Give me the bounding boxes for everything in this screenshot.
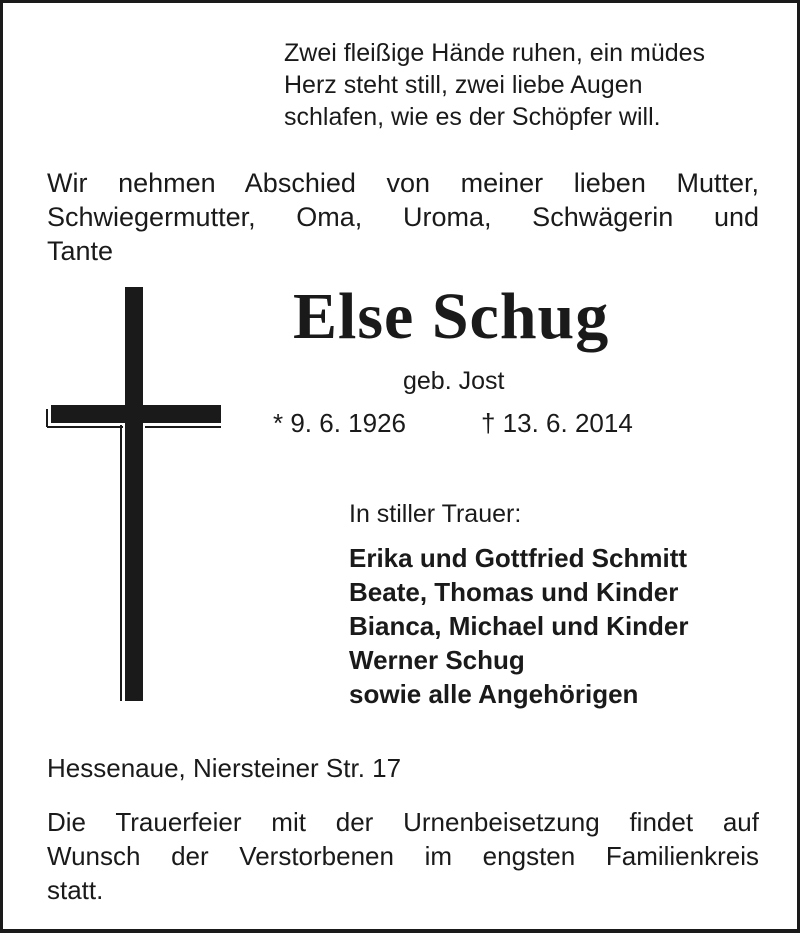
mourner-name: sowie alle Angehörigen [349,679,639,709]
verse-line: Herz steht still, zwei liebe Augen [284,71,643,99]
verse-line: Zwei fleißige Hände ruhen, ein müdes [284,39,706,67]
intro-line: Schwiegermutter, Oma, Uroma, Schwägerin und [47,202,759,232]
notice-line: Die Trauerfeier mit der Urnenbeisetzung findet auf [47,807,759,837]
notice-line: Wunsch der Verstorbenen im engsten Familienkreis [47,841,759,871]
mourner-name: Werner Schug [349,645,525,675]
mourner-name: Beate, Thomas und Kinder [349,577,679,607]
death-date: † 13. 6. 2014 [481,408,633,438]
intro-line: Tante [47,236,114,266]
maiden-name: geb. Jost [403,367,505,395]
mourners-list [349,541,689,711]
verse [284,37,784,133]
mourner-name: Bianca, Michael und Kinder [349,611,689,641]
funeral-notice [47,805,759,907]
deceased-name: Else Schug [293,280,610,353]
mourning-label: In stiller Trauer: [349,500,522,528]
birth-date: * 9. 6. 1926 [273,408,406,438]
address: Hessenaue, Niersteiner Str. 17 [47,753,402,783]
mourner-name: Erika und Gottfried Schmitt [349,543,688,573]
intro-text [47,166,759,268]
notice-line: statt. [47,875,104,905]
cross-icon [45,287,223,706]
intro-line: Wir nehmen Abschied von meiner lieben Mutter, [47,168,759,198]
verse-line: schlafen, wie es der Schöpfer will. [284,103,661,131]
